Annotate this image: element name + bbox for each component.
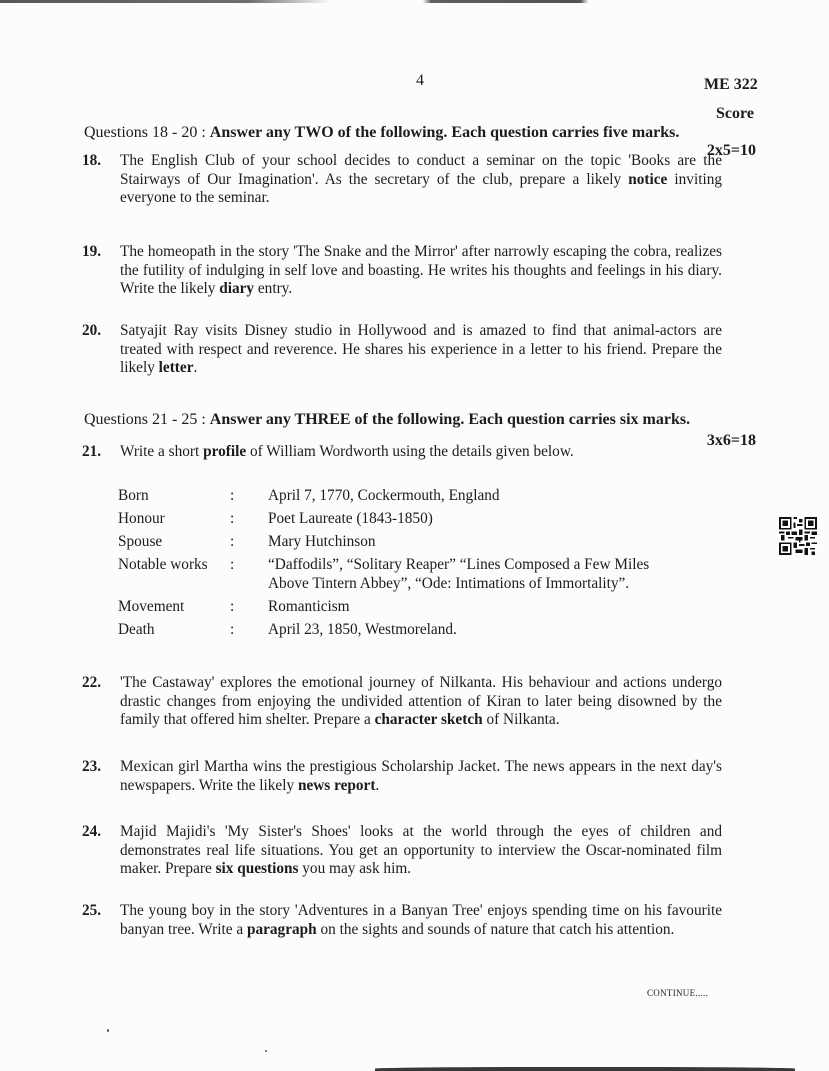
answer-format-keyword: letter [158,359,194,376]
profile-separator: : [230,510,235,527]
question-text [120,823,722,879]
question-text-run: inviting everyone to the seminar. [120,170,722,206]
question-text [120,243,722,299]
answer-format-keyword: character sketch [374,711,483,728]
question-text-run: . [375,776,380,794]
profile-key: Notable works [118,556,208,573]
question-number: 25. [82,902,102,919]
answer-format-keyword: diary [219,280,255,297]
profile-key: Born [118,487,149,504]
question-21 [82,443,722,462]
section-marks: 3x6=18 [706,432,756,449]
scan-edge-top [0,0,829,3]
question-number: 18. [82,152,102,169]
question-number: 23. [82,758,102,775]
profile-separator: : [230,533,235,550]
profile-value: “Daffodils”, “Solitary Reaper” “Lines Composed a Few Miles Above Tintern Abbey”, “Ode: Intimations of Immortality”. [268,556,650,592]
question-text-run: Majid Majidi's 'My Sister's Shoes' looks at the world through the eyes of children and demonstrates real life situations. You get an opportunity to interview the Oscar-nominated film maker. Prepare [120,823,722,877]
question-text-run: of William Wordworth using the details given below. [246,443,574,460]
section-heading-18-20 [84,124,679,142]
profile-value: Mary Hutchinson [268,533,376,550]
question-text-run: of Nilkanta. [482,711,560,728]
question-text-run: . [193,359,198,376]
scan-edge-bottom [375,1067,795,1071]
profile-key: Spouse [118,533,163,550]
question-text-run: 'The Castaway' explores the emotional journey of Nilkanta. His behaviour and actions undergo drastic changes from enjoying the undivided attention of Kiran to later being disowned by the family that offered him shelter. Prepare a [120,674,722,728]
question-24 [82,823,722,879]
profile-value: April 7, 1770, Cockermouth, England [268,487,500,504]
question-25 [82,902,722,939]
profile-details-table [118,486,678,643]
section-instruction: Answer any TWO of the following. Each question carries five marks. [209,124,680,141]
question-number: 24. [82,823,102,840]
scan-speck [265,1050,267,1052]
question-18 [82,152,722,208]
profile-value: Romanticism [268,598,350,615]
question-text-run: entry. [254,280,293,297]
profile-row [118,532,678,555]
question-text [120,674,722,730]
profile-row [118,486,678,509]
profile-separator: : [230,556,235,573]
question-number: 19. [82,243,102,260]
question-text-run: The English Club of your school decides to conduct a seminar on the topic 'Books are the Stairways of Our Imagination'. As the secretary of the club, prepare a likely [120,152,722,188]
profile-key: Movement [118,598,185,615]
profile-key: Honour [118,510,165,527]
score-label: Score [716,105,754,122]
question-text-run: The young boy in the story 'Adventures in a Banyan Tree' enjoys spending time on his favourite banyan tree. Write a [120,902,722,938]
question-text [120,758,722,795]
continue-label: CONTINUE..... [647,988,709,998]
question-number: 21. [82,443,102,460]
question-text [120,902,722,939]
section-marks: 2x5=10 [706,142,756,159]
profile-value: Poet Laureate (1843-1850) [268,510,433,527]
question-number: 20. [82,322,102,339]
question-text-run: Write a short [120,443,204,460]
profile-row [118,555,678,597]
section-instruction: Answer any THREE of the following. Each question carries six marks. [209,411,691,428]
question-text-run: on the sights and sounds of nature that catch his attention. [316,920,675,938]
answer-format-keyword: six questions [215,860,299,877]
scan-speck [107,1029,109,1032]
answer-format-keyword: profile [203,443,247,460]
profile-value: April 23, 1850, Westmoreland. [268,621,457,638]
question-22 [82,674,722,730]
profile-row [118,597,678,620]
page-number: 4 [416,72,424,89]
profile-separator: : [230,598,235,615]
answer-format-keyword: paragraph [246,920,317,938]
question-text [120,152,722,208]
question-text-run: Satyajit Ray visits Disney studio in Hollywood and is amazed to find that animal-actors are treated with respect and reverence. He shares his experience in a letter to his friend. Prepare the likely [120,322,722,376]
question-text-run: Mexican girl Martha wins the prestigious Scholarship Jacket. The news appears in the next day's newspapers. Write the likely [120,758,722,794]
profile-separator: : [230,487,235,504]
paper-code: ME 322 [704,76,758,93]
profile-row [118,509,678,532]
profile-separator: : [230,621,235,638]
answer-format-keyword: notice [628,170,668,188]
section-range: Questions 18 - 20 : [84,124,210,141]
section-heading-21-25 [84,411,690,429]
question-text [120,322,722,378]
answer-format-keyword: news report [297,776,376,794]
section-range: Questions 21 - 25 : [84,411,210,428]
question-text-run: you may ask him. [298,860,412,877]
profile-key: Death [118,621,155,638]
question-23 [82,758,722,795]
question-20 [82,322,722,378]
question-text [120,443,722,462]
question-text-run: The homeopath in the story 'The Snake and the Mirror' after narrowly escaping the cobra, realizes the futility of indulging in self love and boasting. He writes his thoughts and feelings in his diary. Write the likely [120,243,722,297]
qr-code-icon [778,517,818,555]
question-19 [82,243,722,299]
question-number: 22. [82,674,102,691]
profile-row [118,620,678,643]
